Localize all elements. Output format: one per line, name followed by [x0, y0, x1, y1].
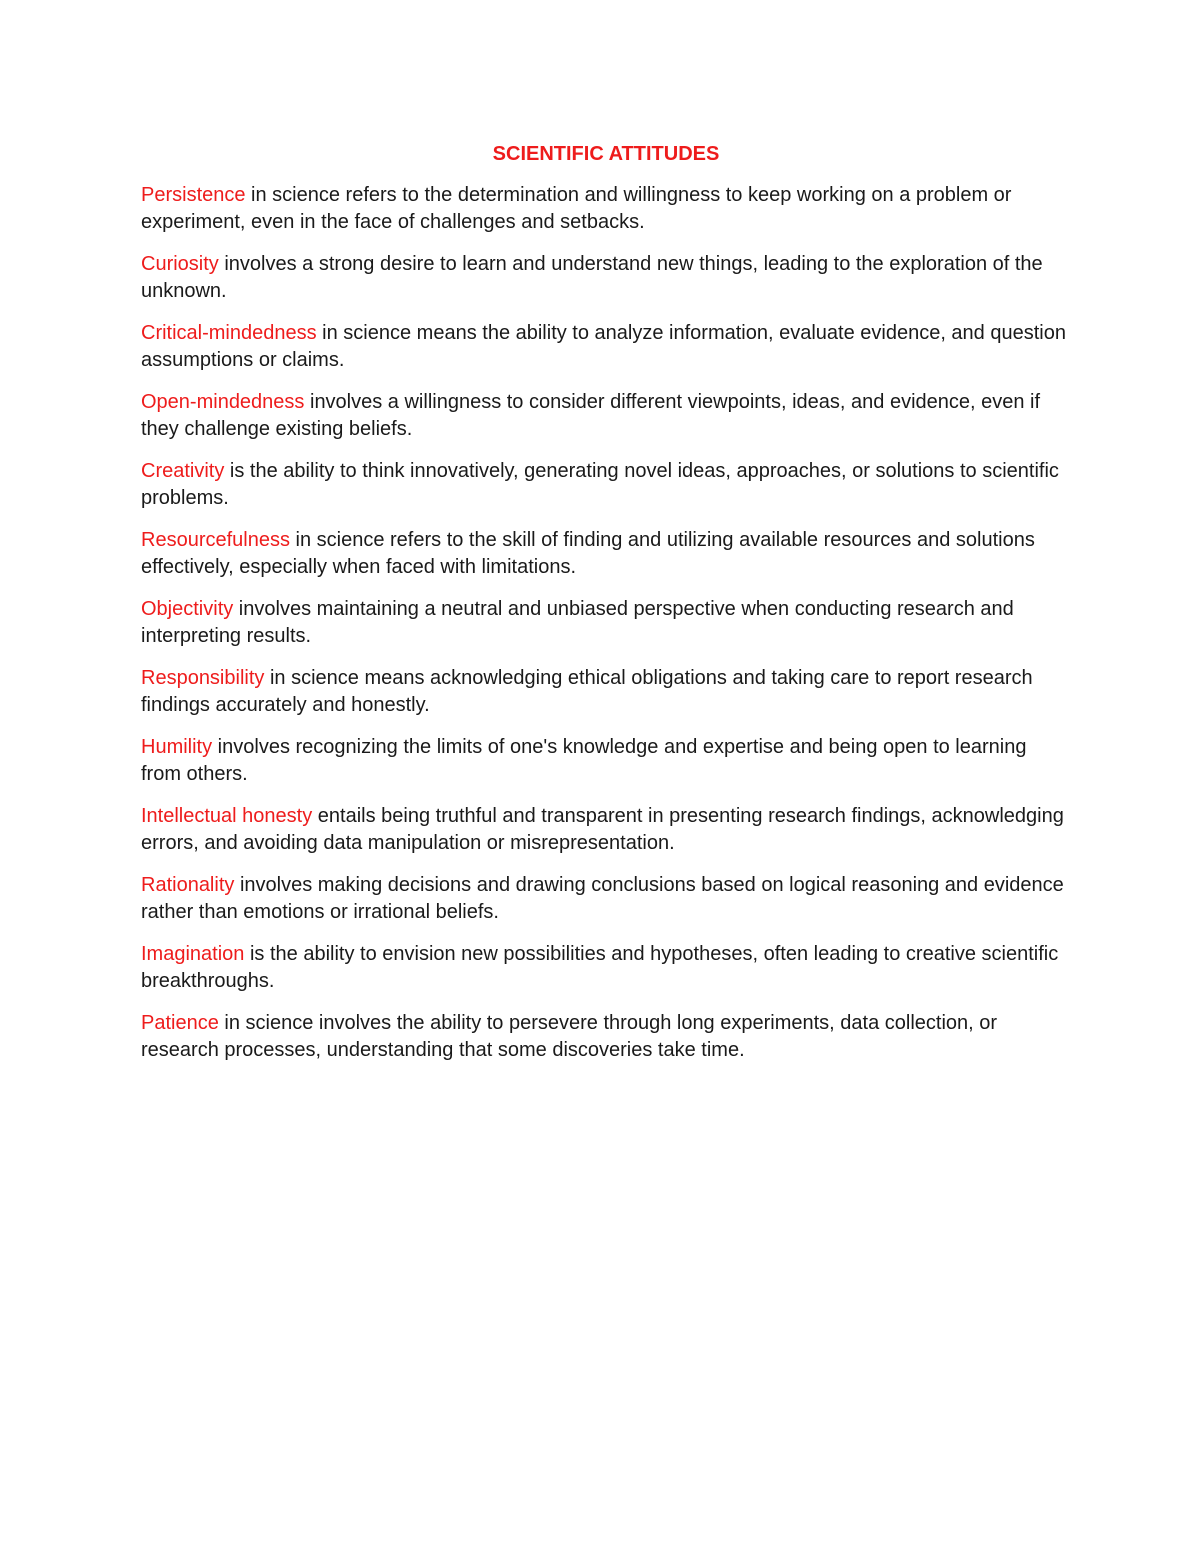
term: Responsibility — [141, 667, 265, 689]
entry-responsibility — [141, 665, 1071, 719]
definition: in science refers to the skill of finding and utilizing available resources and solutions effectively, especially when faced with limitations. — [141, 529, 1035, 578]
term: Humility — [141, 736, 213, 758]
term: Creativity — [141, 460, 225, 482]
term: Rationality — [141, 874, 235, 896]
term: Patience — [141, 1012, 219, 1034]
definition: in science means acknowledging ethical obligations and taking care to report research findings accurately and honestly. — [141, 667, 1033, 716]
term: Imagination — [141, 943, 245, 965]
definition: is the ability to envision new possibilities and hypotheses, often leading to creative scientific breakthroughs. — [141, 943, 1059, 992]
document-title: SCIENTIFIC ATTITUDES — [492, 143, 720, 165]
definition: involves maintaining a neutral and unbiased perspective when conducting research and interpreting results. — [141, 598, 1014, 647]
entry-curiosity — [141, 251, 1071, 305]
entry-humility — [141, 734, 1071, 788]
term: Curiosity — [141, 253, 219, 275]
definition: in science involves the ability to persevere through long experiments, data collection, or research processes, understanding that some discoveries take time. — [141, 1012, 998, 1061]
entry-persistence — [141, 182, 1071, 236]
definition: involves recognizing the limits of one's knowledge and expertise and being open to learning from others. — [141, 736, 1027, 785]
definition: is the ability to think innovatively, generating novel ideas, approaches, or solutions to scientific problems. — [141, 460, 1059, 509]
document-body — [141, 140, 1071, 1079]
entry-critical-mindedness — [141, 320, 1071, 374]
entry-open-mindedness — [141, 389, 1071, 443]
definition: in science means the ability to analyze information, evaluate evidence, and question assumptions or claims. — [141, 322, 1066, 371]
term: Open-mindedness — [141, 391, 305, 413]
term: Resourcefulness — [141, 529, 290, 551]
entry-patience — [141, 1010, 1071, 1064]
entry-objectivity — [141, 596, 1071, 650]
entry-intellectual-honesty — [141, 803, 1071, 857]
definition: involves making decisions and drawing conclusions based on logical reasoning and evidence rather than emotions or irrational beliefs. — [141, 874, 1064, 923]
entry-imagination — [141, 941, 1071, 995]
term: Objectivity — [141, 598, 234, 620]
entry-creativity — [141, 458, 1071, 512]
term: Intellectual honesty — [141, 805, 313, 827]
entry-resourcefulness — [141, 527, 1071, 581]
term: Critical-mindedness — [141, 322, 317, 344]
definition: in science refers to the determination and willingness to keep working on a problem or experiment, even in the face of challenges and setbacks. — [141, 184, 1012, 233]
definition: entails being truthful and transparent in presenting research findings, acknowledging errors, and avoiding data manipulation or misrepresentation. — [141, 805, 1064, 854]
entry-rationality — [141, 872, 1071, 926]
definition: involves a willingness to consider different viewpoints, ideas, and evidence, even if they challenge existing beliefs. — [141, 391, 1041, 440]
term: Persistence — [141, 184, 246, 206]
definition: involves a strong desire to learn and understand new things, leading to the exploration of the unknown. — [141, 253, 1043, 302]
